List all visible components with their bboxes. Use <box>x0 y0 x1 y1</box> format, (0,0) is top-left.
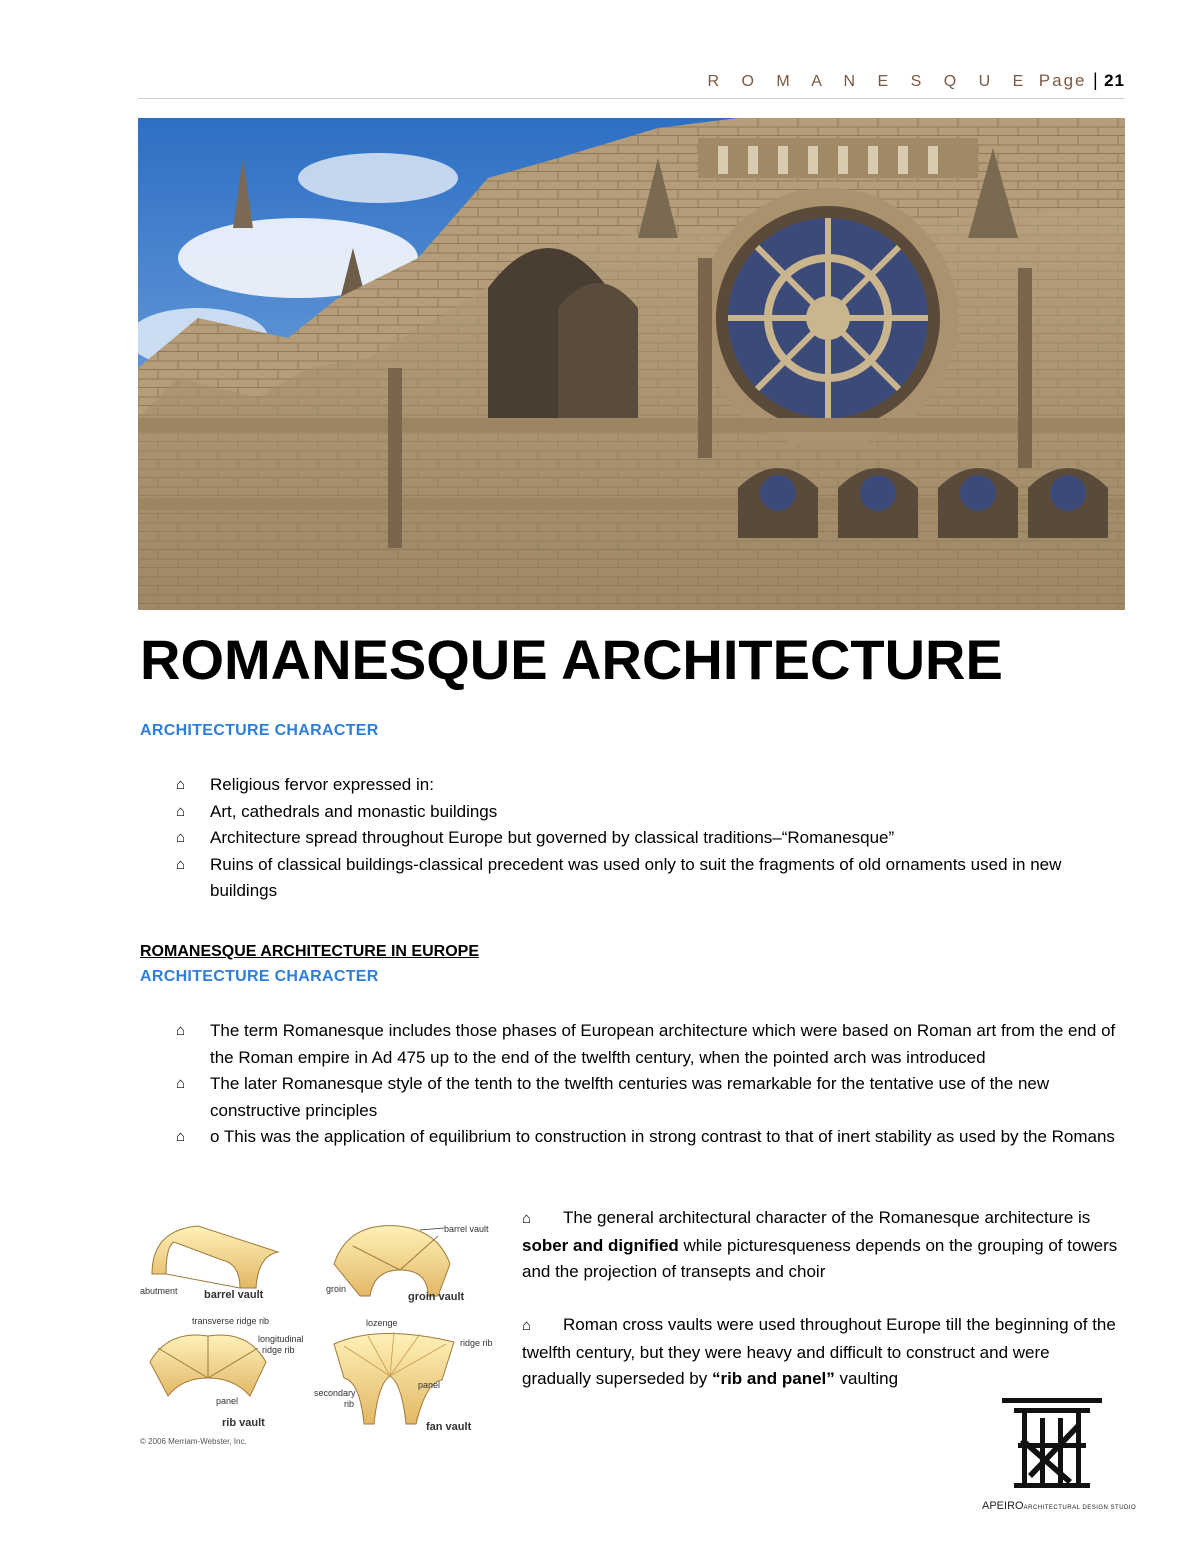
page-header <box>138 70 1125 99</box>
longitudinal-label: longitudinal <box>258 1334 304 1344</box>
list-item: ⌂ The term Romanesque includes those phases of European architecture which were based on Roman art from the end of the Roman empire in Ad 475 up to the end of the twelfth century, when the pointed arch was introduced <box>176 1018 1126 1071</box>
house-bullet-icon: ⌂ <box>176 776 186 793</box>
secondary-label: secondary <box>314 1388 356 1398</box>
page-title: ROMANESQUE ARCHITECTURE <box>140 628 1003 691</box>
house-bullet-icon: ⌂ <box>522 1210 532 1227</box>
cathedral-photo <box>138 118 1125 610</box>
list-item: ⌂ Art, cathedrals and monastic buildings <box>176 799 1130 826</box>
barrel-vault-caption: barrel vault <box>204 1289 264 1301</box>
list-item: ⌂ o This was the application of equilibrium to construction in strong contrast to that of inert stability as used by the Romans <box>176 1124 1126 1151</box>
list-item: ⌂ Ruins of classical buildings-classical precedent was used only to suit the fragments of old ornaments used in new buildings <box>176 852 1130 905</box>
groin-vault-caption: groin vault <box>408 1291 465 1303</box>
house-bullet-icon: ⌂ <box>176 1022 186 1039</box>
ridge-rib-label: ridge rib <box>460 1338 493 1348</box>
running-header: R O M A N E S Q U E <box>707 73 1033 90</box>
house-bullet-icon: ⌂ <box>176 1075 186 1092</box>
groin-label: groin <box>326 1284 347 1294</box>
page-label: Page <box>1038 71 1087 90</box>
europe-list <box>176 1018 1126 1151</box>
section-heading: ROMANESQUE ARCHITECTURE IN EUROPE <box>140 943 479 960</box>
ridge-rib-label: ridge rib <box>262 1345 295 1355</box>
house-bullet-icon: ⌂ <box>176 855 186 873</box>
house-bullet-icon: ⌂ <box>176 829 186 846</box>
rib-vault-caption: rib vault <box>222 1417 265 1429</box>
list-item: ⌂ Architecture spread throughout Europe but governed by classical traditions–“Romanesque” <box>176 825 1130 852</box>
character-paragraph: ⌂ The general architectural character of the Romanesque architecture is sober and dignified while picturesqueness depends on the grouping of towers and the projection of transepts and choir <box>522 1208 1118 1281</box>
panel-label: panel <box>418 1380 441 1390</box>
house-bullet-icon: ⌂ <box>176 802 186 820</box>
lozenge-label: lozenge <box>366 1318 398 1328</box>
abutment-label: abutment <box>140 1286 178 1296</box>
page-number: 21 <box>1104 71 1125 90</box>
vault-types-diagram <box>138 1212 508 1450</box>
section-subtitle: ARCHITECTURE CHARACTER <box>140 722 379 739</box>
vault-paragraph: ⌂ Roman cross vaults were used throughout Europe till the beginning of the twelfth century, but they were heavy and difficult to construct and were gradually superseded by “rib and panel” vaulting <box>522 1315 1116 1388</box>
copyright-text: © 2006 Merriam-Webster, Inc. <box>140 1437 247 1446</box>
list-item: ⌂ The later Romanesque style of the tenth to the twelfth centuries was remarkable for the tentative use of the new constructive principles <box>176 1071 1126 1124</box>
panel-label: panel <box>216 1396 239 1406</box>
house-bullet-icon: ⌂ <box>522 1317 532 1334</box>
character-list <box>176 772 1130 905</box>
house-bullet-icon: ⌂ <box>176 1128 186 1145</box>
header-separator: | <box>1092 70 1098 90</box>
fan-vault-caption: fan vault <box>426 1421 472 1433</box>
barrel-vault-label: barrel vault <box>444 1224 489 1234</box>
rib-label: rib <box>344 1399 355 1409</box>
section-subtitle: ARCHITECTURE CHARACTER <box>140 968 379 985</box>
list-item: ⌂ Religious fervor expressed in: <box>176 772 1130 799</box>
transverse-rib-label: transverse ridge rib <box>192 1316 270 1326</box>
studio-logo-text: APEIROARCHITECTURAL DESIGN STUDIO <box>982 1500 1137 1512</box>
